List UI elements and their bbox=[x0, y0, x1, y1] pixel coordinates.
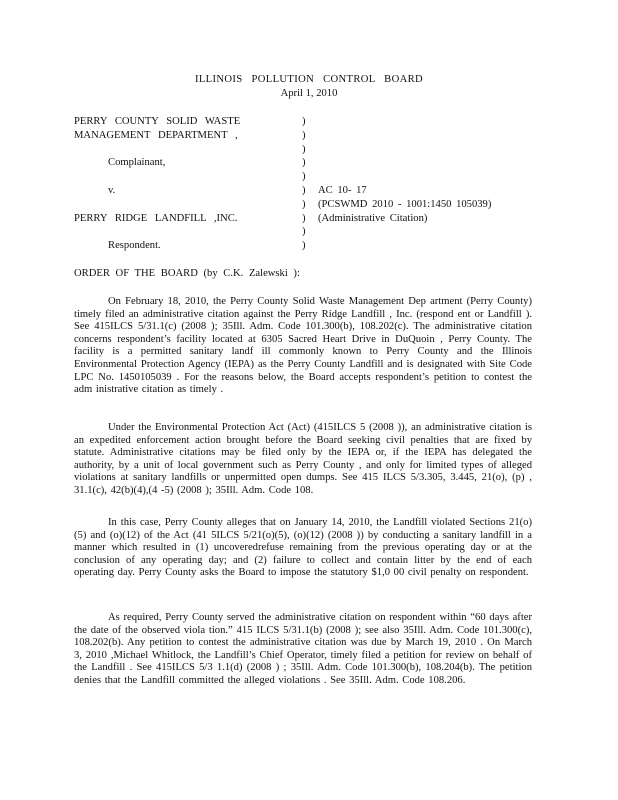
caption-paren: ) bbox=[302, 129, 306, 141]
complainant-label: Complainant, bbox=[108, 157, 166, 169]
caption-paren: ) bbox=[302, 143, 306, 155]
case-caption-parties bbox=[74, 115, 304, 253]
case-caption-numbers bbox=[318, 184, 538, 225]
complainant-name-line-1: PERRY COUNTY SOLID WASTE bbox=[74, 116, 241, 127]
body-paragraph: As required, Perry County served the administrative citation on respondent within “60 days after the date of the observed viola tion.” 415 ILCS 5/31.1(b) (2008 ); see also 35Ill. Adm. Code 101.300(c), 108.202(b). Any petition to contest the administrative citation was due by March 19, 2010 . On March 3, 2010 ,Michael Whitlock, the Landfill’s Chief Operator, timely filed a petition for review on behalf of the Landfill . See 415ILCS 5/3 1.1(d) (2008 ) ; 35Ill. Adm. Code 101.300(b), 108.204(b). The petition denies that the Landfill committed the alleged violations . See 35Ill. Adm. Code 108.206. bbox=[74, 612, 532, 686]
caption-paren: ) bbox=[302, 116, 306, 127]
order-of-the-board: ORDER OF THE BOARD (by C.K. Zalewski ): bbox=[74, 268, 300, 279]
order-date: April 1, 2010 bbox=[280, 88, 338, 99]
body-paragraph: In this case, Perry County alleges that on January 14, 2010, the Landfill violated Sections 21(o)(5) and (o)(12) of the Act (41 5ILCS 5/21(o)(5), (o)(12) (2008 )) by conducting a sanitary landfill in a manner which resulted in (1) uncoveredrefuse remaining from the previous operating day or at the conclusion of any operating day; and (2) failure to collect and contain litter by the end of each operating day. Perry County asks the Board to impose the statutory $1,0 00 civil penalty on respondent. bbox=[74, 517, 532, 579]
body-paragraph: Under the Environmental Protection Act (Act) (415ILCS 5 (2008 )), an administrative citation is an expedited enforcement action brought before the Board seeking civil penalties that are fixed by statute. Administrative citations may be filed only by the IEPA or, if the IEPA has delegated the authority, by a unit of local government such as Perry County , and only for limited types of alleged violations at sanitary landfills or unpermitted open dumps. See 415 ILCS 5/3.305, 3.445, 21(o), (p) , 31.1(c), 42(b)(4),(4 -5) (2008 ); 35Ill. Adm. Code 108. bbox=[74, 422, 532, 496]
case-number: AC 10- 17 bbox=[318, 185, 367, 196]
caption-paren: ) bbox=[302, 198, 306, 210]
caption-paren: ) bbox=[302, 240, 306, 252]
caption-paren: ) bbox=[302, 184, 306, 196]
caption-paren: ) bbox=[302, 157, 306, 169]
complainant-name-line-2: MANAGEMENT DEPARTMENT , bbox=[74, 129, 238, 141]
body-paragraph: On February 18, 2010, the Perry County Solid Waste Management Dep artment (Perry County) timely filed an administrative citation against the Perry Ridge Landfill , Inc. (respond ent or Landfill ). See 415ILCS 5/31.1(c) (2008 ); 35Ill. Adm. Code 101.300(b), 108.202(c). The administrative citation concerns respondent’s facility located at 6305 Sacred Heart Drive in DuQuoin , Perry County. The facility is a permitted sanitary landf ill commonly known to Perry County and the Illinois Environmental Protection Agency (IEPA) as the Perry County Landfill and is designated with Site Code LPC No. 1450105039 . For the reasons below, the Board accepts respondent’s petition to contest the adm inistrative citation as timely . bbox=[74, 296, 532, 396]
case-type: (Administrative Citation) bbox=[318, 212, 428, 224]
case-reference: (PCSWMD 2010 - 1001:1450 105039) bbox=[318, 198, 492, 210]
respondent-name: PERRY RIDGE LANDFILL ,INC. bbox=[74, 212, 238, 224]
board-title: ILLINOIS POLLUTION CONTROL BOARD bbox=[194, 74, 423, 85]
respondent-label: Respondent. bbox=[108, 240, 161, 252]
caption-paren: ) bbox=[302, 171, 306, 183]
caption-parenthesis-column bbox=[302, 115, 312, 253]
caption-paren: ) bbox=[302, 226, 306, 238]
versus-label: v. bbox=[108, 184, 116, 196]
caption-paren: ) bbox=[302, 212, 306, 224]
